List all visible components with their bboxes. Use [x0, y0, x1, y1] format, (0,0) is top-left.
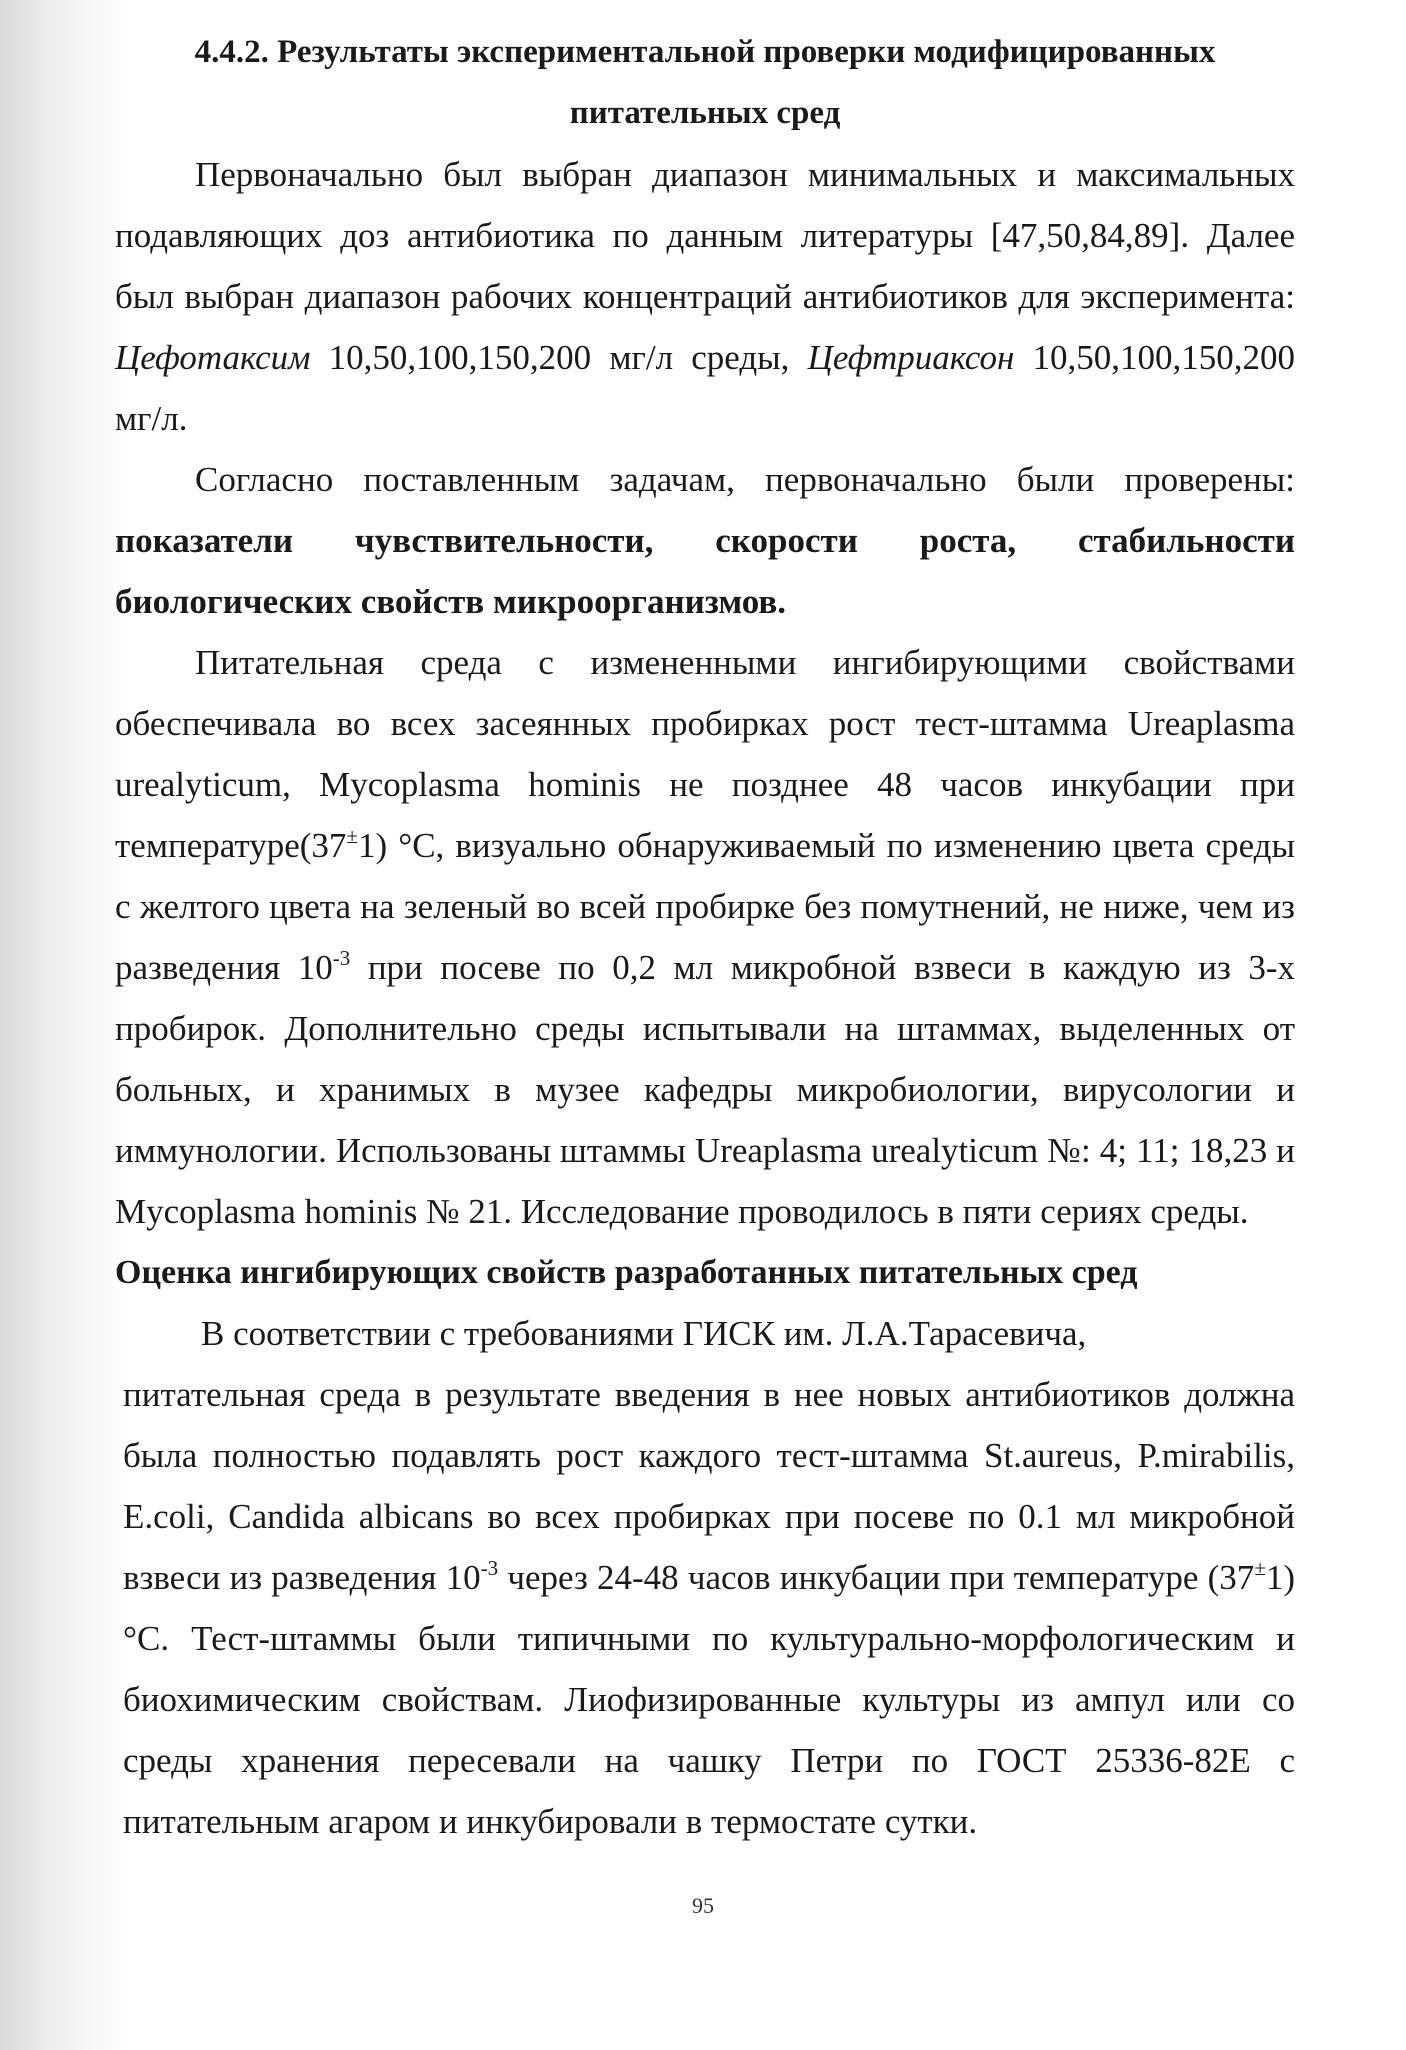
exponent: -3 — [480, 1556, 499, 1580]
plus-minus-sign: ± — [346, 824, 358, 848]
exponent: -3 — [332, 946, 351, 970]
paragraph-1 — [115, 144, 1295, 449]
paragraph-3-text-b: 1) °С, визуально обнаруживаемый по изменению цвета среды с желтого цвета на зеленый во всей пробирке без помутнений, не ниже, чем из разведения 10 — [115, 826, 1295, 987]
paragraph-3 — [115, 632, 1295, 1242]
document-page — [115, 22, 1295, 1852]
paragraph-3-text-a: Питательная среда с измененными ингибирующими свойствами обеспечивала во всех засеянных пробирках рост тест-штамма Ureaplasma urealyticum, Mycoplasma hominis не позднее 48 часов инкубации при температуре(37 — [115, 643, 1295, 865]
paragraph-4 — [115, 1364, 1295, 1852]
paragraph-4-text-b: через 24-48 часов инкубации при температуре (37 — [498, 1558, 1255, 1597]
paragraph-4-text-c: 1) °С. Тест-штаммы были типичными по культурально-морфологическим и биохимическим свойствам. Лиофизированные культуры из ампул или со среды хранения пересевали на чашку Петри по ГОСТ 25336-82Е с питательным агаром и инкубировали в термостате сутки. — [123, 1558, 1295, 1841]
paragraph-2 — [115, 449, 1295, 632]
paragraph-2-bold: показатели чувствительности, скорости роста, стабильности биологических свойств микроорганизмов. — [115, 521, 1295, 621]
section-heading — [115, 22, 1295, 144]
paragraph-3-text-c: при посеве по 0,2 мл микробной взвеси в каждую из 3-х пробирок. Дополнительно среды испытывали на штаммах, выделенных от больных, и хранимых в музее кафедры микробиологии, вирусологии и иммунологии. Использованы штаммы Ureaplasma urealyticum №: 4; 11; 18,23 и Mycoplasma hominis № 21. Исследование проводилось в пяти сериях среды. — [115, 948, 1296, 1231]
subheading: Оценка ингибирующих свойств разработанных питательных сред — [115, 1254, 1138, 1291]
paragraph-4-line-1: В соответствии с требованиями ГИСК им. Л.А.Тарасевича, — [201, 1314, 1087, 1353]
scan-shadow — [0, 0, 130, 2050]
heading-line-1: 4.4.2. Результаты экспериментальной проверки модифицированных — [194, 34, 1216, 70]
paragraph-1-text-a: Первоначально был выбран диапазон минимальных и максимальных подавляющих доз антибиотика по данным литературы [47,50,84,89]. Далее был выбран диапазон рабочих концентраций антибиотиков для эксперимента: — [115, 155, 1295, 316]
paragraph-1-text-c: 10,50,100,150,200 мг/л. — [115, 338, 1296, 438]
paragraph-1-text-b: 10,50,100,150,200 мг/л среды, — [310, 338, 808, 377]
paragraph-4-text-a: питательная среда в результате введения в нее новых антибиотиков должна была полностью подавлять рост каждого тест-штамма St.aureus, P.mirabilis, E.coli, Candida albicans во всех пробирках при посеве по 0.1 мл микробной взвеси из разведения 10 — [123, 1375, 1295, 1597]
paragraph-2-text: Согласно поставленным задачам, первоначально были проверены: — [195, 460, 1295, 499]
heading-line-2: питательных сред — [569, 95, 841, 131]
drug-name-ceftriaxone: Цефтриаксон — [807, 338, 1015, 377]
drug-name-cefotaxime: Цефотаксим — [115, 338, 311, 377]
plus-minus-sign: ± — [1254, 1556, 1266, 1580]
page-number: 95 — [692, 1893, 714, 1918]
